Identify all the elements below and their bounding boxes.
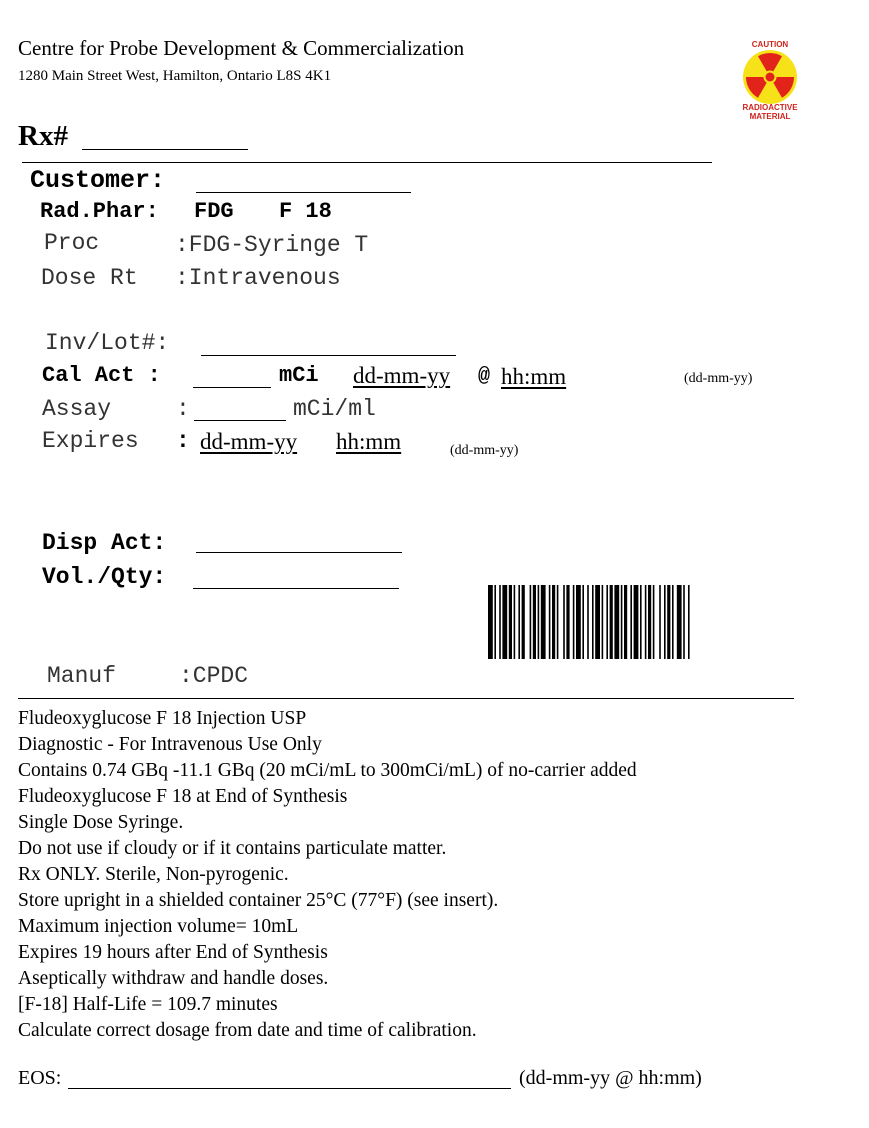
barcode-bar bbox=[677, 585, 682, 659]
inv-lot-field[interactable] bbox=[201, 355, 456, 356]
rx-number-field[interactable] bbox=[82, 149, 248, 150]
proc-value: :FDG-Syringe T bbox=[175, 232, 369, 258]
barcode-bar bbox=[538, 585, 540, 659]
barcode-bar bbox=[610, 585, 613, 659]
barcode-bar bbox=[499, 585, 501, 659]
assay-field[interactable] bbox=[194, 420, 286, 421]
instruction-line: Diagnostic - For Intravenous Use Only bbox=[18, 734, 322, 755]
barcode-bar bbox=[602, 585, 604, 659]
rx-label: Rx# bbox=[18, 120, 68, 152]
barcode-bar bbox=[634, 585, 639, 659]
barcode-bar bbox=[518, 585, 520, 659]
caution-text: CAUTION bbox=[751, 40, 789, 49]
barcode-bar bbox=[624, 585, 627, 659]
barcode-bar bbox=[592, 585, 594, 659]
instruction-line: Fludeoxyglucose F 18 Injection USP bbox=[18, 708, 307, 729]
expires-time[interactable]: hh:mm bbox=[336, 429, 402, 454]
barcode-bar bbox=[573, 585, 575, 659]
barcode-bar bbox=[688, 585, 690, 659]
assay-colon: : bbox=[176, 396, 190, 422]
radiation-trefoil-icon bbox=[742, 49, 798, 105]
barcode-bar bbox=[563, 585, 565, 659]
eos-field[interactable] bbox=[68, 1088, 511, 1089]
barcode-bar bbox=[614, 585, 619, 659]
disp-act-label: Disp Act: bbox=[42, 530, 167, 556]
dose-rt-label: Dose Rt bbox=[41, 265, 138, 291]
expires-date[interactable]: dd-mm-yy bbox=[200, 429, 298, 454]
manuf-value: :CPDC bbox=[179, 663, 249, 689]
cal-act-date[interactable]: dd-mm-yy bbox=[353, 363, 451, 388]
barcode-bar bbox=[488, 585, 493, 659]
radphar-value-1: FDG bbox=[194, 199, 234, 224]
vol-qty-label: Vol./Qty: bbox=[42, 564, 167, 590]
barcode-bar bbox=[630, 585, 632, 659]
radioactive-text: RADIOACTIVE bbox=[742, 103, 798, 112]
barcode-bar bbox=[595, 585, 600, 659]
radphar-label: Rad.Phar: bbox=[40, 199, 159, 224]
barcode-bar bbox=[494, 585, 496, 659]
barcode-bar bbox=[557, 585, 559, 659]
cal-act-time[interactable]: hh:mm bbox=[501, 364, 567, 389]
cal-act-label: Cal Act : bbox=[42, 363, 161, 388]
instruction-line: Single Dose Syringe. bbox=[18, 812, 184, 833]
instruction-line: Do not use if cloudy or if it contains particulate matter. bbox=[18, 838, 447, 859]
inv-lot-label: Inv/Lot#: bbox=[45, 330, 170, 356]
eos-label: EOS: bbox=[18, 1067, 62, 1089]
instructions-block bbox=[18, 706, 848, 1044]
barcode-bar bbox=[509, 585, 512, 659]
barcode-bar bbox=[541, 585, 546, 659]
proc-label: Proc bbox=[44, 230, 100, 256]
barcode-bar bbox=[659, 585, 661, 659]
cal-act-at: @ bbox=[478, 365, 491, 388]
expires-label: Expires bbox=[42, 428, 139, 454]
barcode-bar bbox=[653, 585, 655, 659]
barcode-bar bbox=[606, 585, 608, 659]
cal-act-unit: mCi bbox=[279, 363, 319, 388]
barcode-bar bbox=[672, 585, 674, 659]
dose-rt-value: :Intravenous bbox=[175, 265, 341, 291]
instruction-line: Maximum injection volume= 10mL bbox=[18, 916, 299, 937]
expires-colon: : bbox=[176, 428, 190, 454]
material-text: MATERIAL bbox=[749, 112, 791, 121]
barcode-bar bbox=[587, 585, 589, 659]
eos-format: (dd-mm-yy @ hh:mm) bbox=[519, 1067, 702, 1089]
barcode-bar bbox=[549, 585, 551, 659]
customer-field[interactable] bbox=[196, 192, 411, 193]
expires-format: (dd-mm-yy) bbox=[450, 443, 519, 458]
header-divider bbox=[22, 162, 712, 163]
radphar-value-2: F 18 bbox=[279, 199, 332, 224]
instruction-line: Fludeoxyglucose F 18 at End of Synthesis bbox=[18, 786, 348, 807]
barcode-bar bbox=[621, 585, 623, 659]
barcode-bar bbox=[552, 585, 555, 659]
disp-act-field[interactable] bbox=[196, 552, 402, 553]
barcode-bar bbox=[640, 585, 642, 659]
barcode-bar bbox=[514, 585, 516, 659]
barcode-bar bbox=[533, 585, 536, 659]
radiation-warning-symbol bbox=[740, 36, 800, 124]
cal-act-field[interactable] bbox=[193, 387, 271, 388]
cal-act-format: (dd-mm-yy) bbox=[684, 371, 753, 386]
barcode-bar bbox=[582, 585, 584, 659]
section-divider bbox=[18, 698, 794, 699]
vol-qty-field[interactable] bbox=[193, 588, 399, 589]
barcode bbox=[488, 585, 780, 659]
barcode-bar bbox=[664, 585, 666, 659]
barcode-bar bbox=[576, 585, 581, 659]
org-address: 1280 Main Street West, Hamilton, Ontario L8S 4K1 bbox=[18, 68, 332, 84]
instruction-line: Contains 0.74 GBq -11.1 GBq (20 mCi/mL to 300mCi/mL) of no-carrier added bbox=[18, 760, 637, 781]
barcode-bar bbox=[566, 585, 569, 659]
instruction-line: Aseptically withdraw and handle doses. bbox=[18, 968, 329, 989]
instruction-line: Calculate correct dosage from date and time of calibration. bbox=[18, 1020, 477, 1041]
instruction-line: Rx ONLY. Sterile, Non-pyrogenic. bbox=[18, 864, 289, 885]
barcode-bar bbox=[667, 585, 670, 659]
instruction-line: [F-18] Half-Life = 109.7 minutes bbox=[18, 994, 278, 1015]
assay-label: Assay bbox=[42, 396, 112, 422]
barcode-bar bbox=[648, 585, 651, 659]
barcode-bar bbox=[645, 585, 647, 659]
barcode-bar bbox=[522, 585, 525, 659]
barcode-bar bbox=[530, 585, 532, 659]
barcode-bar bbox=[683, 585, 685, 659]
customer-label: Customer: bbox=[30, 166, 166, 195]
org-name: Centre for Probe Development & Commercialization bbox=[18, 36, 465, 60]
instruction-line: Expires 19 hours after End of Synthesis bbox=[18, 942, 328, 963]
assay-unit: mCi/ml bbox=[293, 396, 376, 422]
barcode-bar bbox=[502, 585, 507, 659]
instruction-line: Store upright in a shielded container 25°C (77°F) (see insert). bbox=[18, 890, 499, 911]
manuf-label: Manuf bbox=[47, 663, 117, 689]
